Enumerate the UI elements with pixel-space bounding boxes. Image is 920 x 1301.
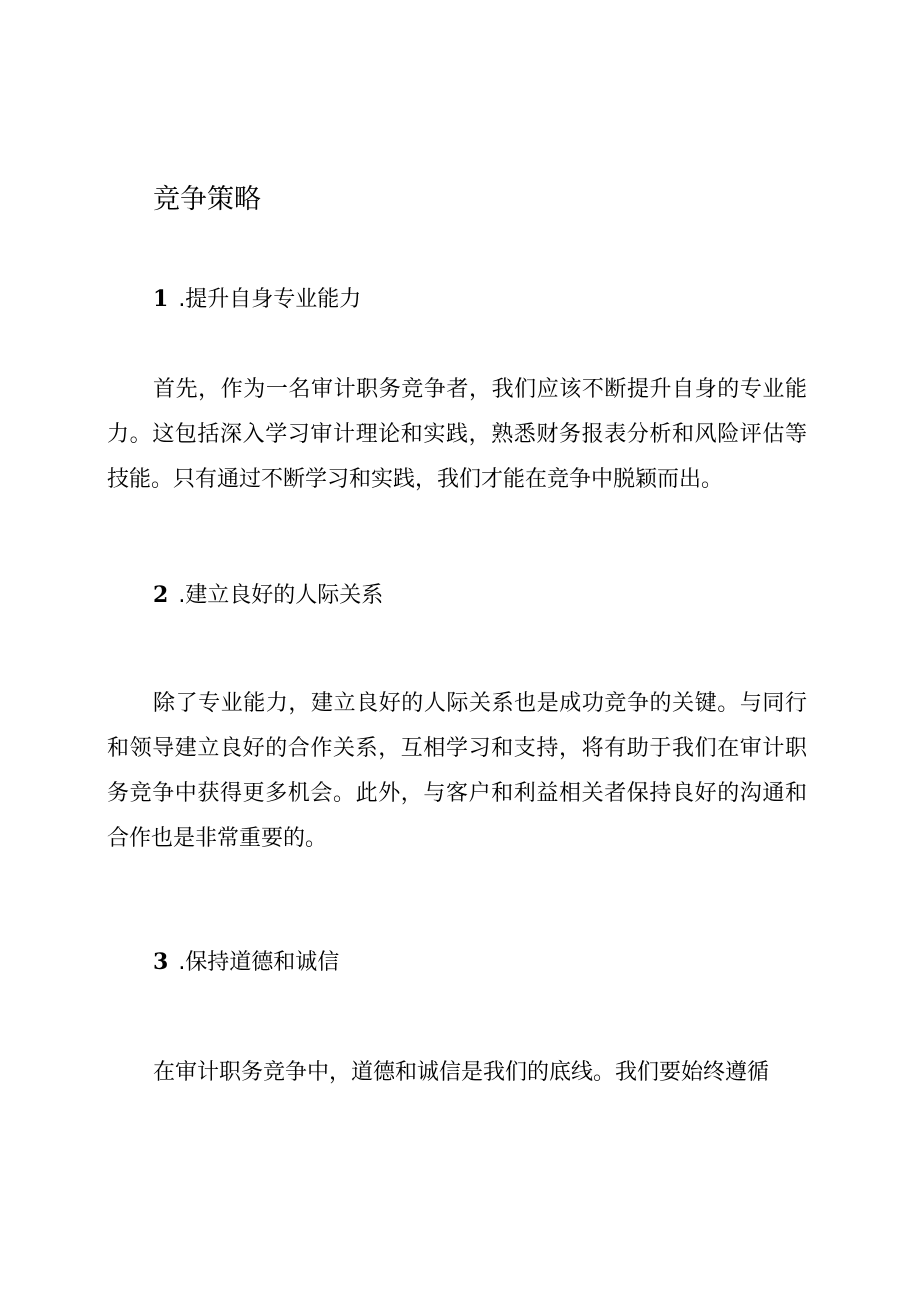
section-heading-text: .保持道德和诚信 (178, 950, 340, 975)
section-paragraph-3: 在审计职务竞争中，道德和诚信是我们的底线。我们要始终遵循 (153, 1060, 770, 1085)
section-number: 2 (153, 582, 169, 608)
section-heading-1 (153, 284, 361, 315)
section-number: 1 (153, 286, 169, 312)
section-heading-3 (153, 947, 339, 978)
section-heading-text: .提升自身专业能力 (178, 287, 362, 312)
section-heading-text: .建立良好的人际关系 (178, 583, 384, 608)
section-heading-2 (153, 580, 383, 611)
section-paragraph-2: 除了专业能力，建立良好的人际关系也是成功竞争的关键。与同行和领导建立良好的合作关系，互相学习和支持，将有助于我们在审计职务竞争中获得更多机会。此外，与客户和利益相关者保持良好的沟通和合作也是非常重要的。 (107, 691, 807, 851)
section-paragraph-1: 首先，作为一名审计职务竞争者，我们应该不断提升自身的专业能力。这包括深入学习审计理论和实践，熟悉财务报表分析和风险评估等技能。只有通过不断学习和实践，我们才能在竞争中脱颖而出。 (107, 377, 807, 492)
section-number: 3 (153, 949, 169, 975)
page-title: 竞争策略 (153, 184, 261, 215)
